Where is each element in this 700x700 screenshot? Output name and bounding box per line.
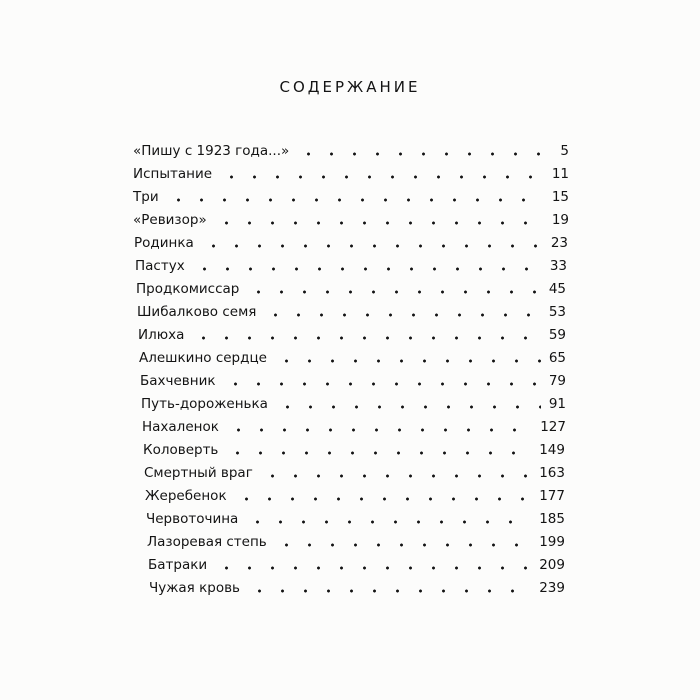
toc-entry [133,138,569,158]
toc-entry [143,437,565,457]
toc-entry-title: Алешкино сердце [139,349,267,366]
toc-entry-title: Чужая кровь [149,579,240,596]
dot-leader [202,244,543,248]
toc-entry-title: Продкомиссар [136,280,240,297]
toc-entry-title: Бахчевник [140,372,216,389]
toc-entry-title: Нахаленок [142,418,219,435]
toc-entry [148,552,565,572]
toc-entry-page-number: 11 [551,165,569,182]
toc-entry-title: Пастух [135,257,185,274]
toc-entry-title: Родинка [134,234,194,251]
toc-entry-page-number: 127 [540,418,566,435]
page-title: СОДЕРЖАНИЕ [279,78,421,96]
toc-entry-title: Коловерть [143,441,219,458]
toc-entry [137,299,566,319]
dot-leader [226,451,531,455]
toc-entry-page-number: 199 [539,533,565,550]
dot-leader [261,474,531,478]
toc-entry-title: «Ревизор» [133,211,207,228]
dot-leader [248,589,531,593]
toc-entry [133,207,569,227]
toc-entry-title: «Пишу с 1923 года...» [133,142,290,159]
toc-entry-title: Илюха [138,326,185,343]
toc-entry [136,276,566,296]
dot-leader [264,313,540,317]
toc-entry [149,575,565,595]
toc-entry [135,253,567,273]
toc-entry-title: Смертный враг [144,464,253,481]
toc-entry [133,161,569,181]
toc-entry-page-number: 59 [548,326,566,343]
dot-leader [247,290,540,294]
toc-entry-page-number: 163 [539,464,565,481]
toc-entry [139,345,566,365]
toc-entry-page-number: 65 [548,349,566,366]
dot-leader [235,497,532,501]
toc-entry [138,322,566,342]
toc-entry-page-number: 209 [539,556,565,573]
toc-entry [144,460,565,480]
dot-leader [215,221,544,225]
dot-leader [275,543,531,547]
dot-leader [246,520,531,524]
toc-entry [140,368,566,388]
dot-leader [220,175,544,179]
toc-entry-title: Шибалково семя [137,303,257,320]
dot-leader [275,359,541,363]
toc-entry-page-number: 185 [539,510,565,527]
toc-entry [141,391,566,411]
toc-entry-title: Путь-дороженька [141,395,268,412]
toc-entry-page-number: 23 [550,234,568,251]
toc-entry [142,414,566,434]
toc-entry-title: Лазоревая степь [147,533,267,550]
toc-entry-title: Батраки [148,556,208,573]
dot-leader [192,336,540,340]
dot-leader [193,267,542,271]
toc-entry-title: Испытание [133,165,213,182]
dot-leader [227,428,532,432]
toc-entry [147,529,565,549]
toc-entry-page-number: 239 [539,579,565,596]
toc-entry-title: Три [133,188,159,205]
toc-entry [133,184,569,204]
toc-entry-page-number: 91 [548,395,566,412]
toc-entry-page-number: 53 [548,303,566,320]
toc-entry-page-number: 79 [548,372,566,389]
toc-entry-title: Червоточина [146,510,239,527]
toc-entry-title: Жеребенок [145,487,227,504]
toc-entry-page-number: 45 [548,280,566,297]
dot-leader [297,152,552,156]
dot-leader [224,382,541,386]
toc-entry-page-number: 33 [549,257,567,274]
dot-leader [167,198,544,202]
toc-entry [134,230,568,250]
toc-entry-page-number: 177 [539,487,565,504]
toc-entry-page-number: 15 [551,188,569,205]
toc-entry-page-number: 19 [551,211,569,228]
dot-leader [276,405,541,409]
toc-entry [145,483,565,503]
toc-entry [146,506,565,526]
toc-entry-page-number: 5 [560,142,569,159]
toc-entry-page-number: 149 [539,441,565,458]
dot-leader [215,566,531,570]
